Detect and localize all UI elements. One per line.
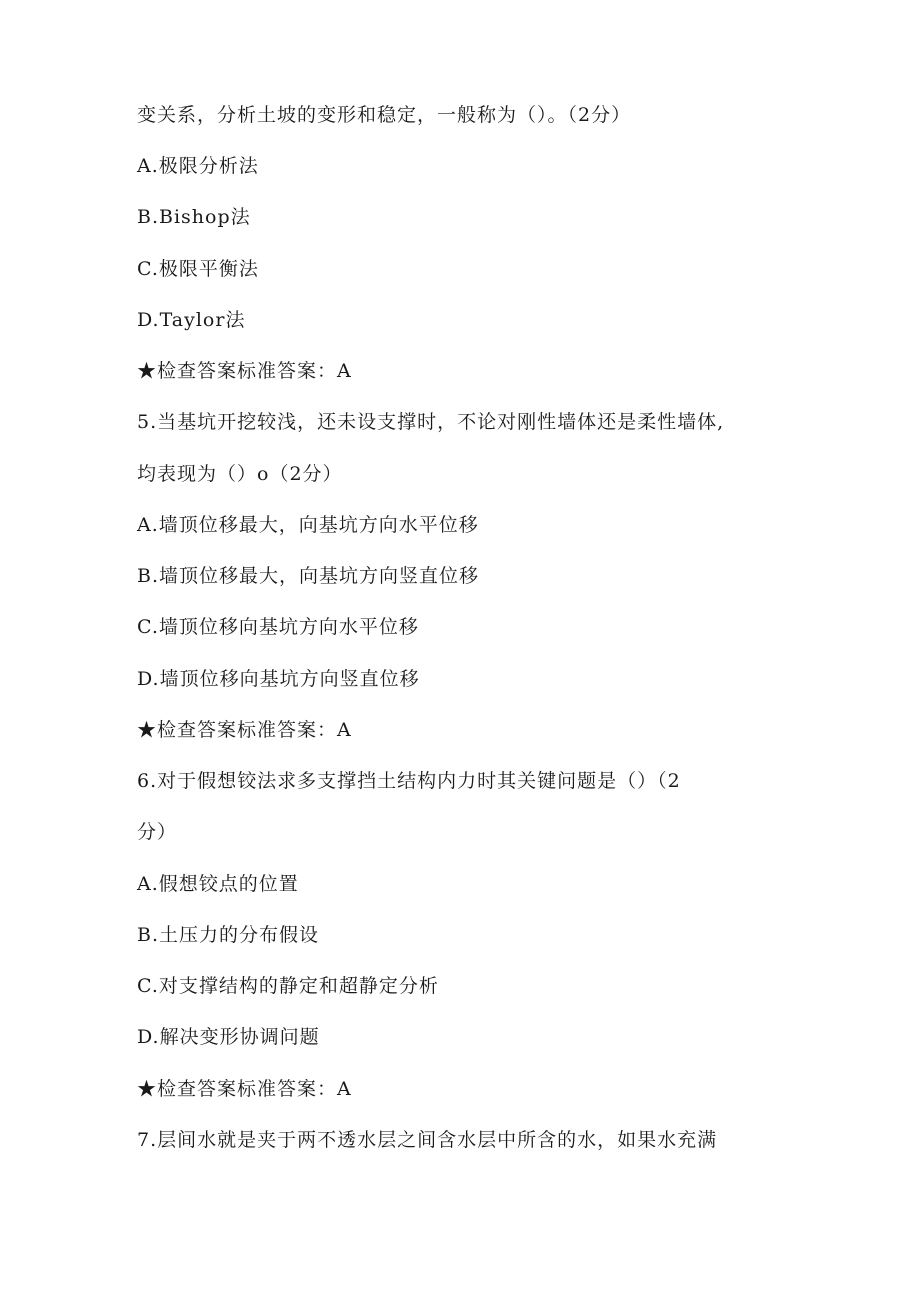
question-6-option-d: D.解决变形协调问题 [137, 1026, 320, 1048]
question-4-stem-continued: 变关系，分析土坡的变形和稳定，一般称为（）。（2分） [137, 104, 632, 126]
question-5-option-c: C.墙顶位移向基坑方向水平位移 [137, 616, 419, 638]
question-4-option-c: C.极限平衡法 [137, 258, 259, 280]
question-6-option-b: B.土压力的分布假设 [137, 924, 320, 946]
question-6-stem: 6.对于假想铰法求多支撑挡土结构内力时其关键问题是（）（2 [137, 770, 681, 792]
question-6-stem-continued: 分） [137, 821, 178, 843]
question-6-answer: ★检查答案标准答案：A [137, 1078, 352, 1100]
question-4-option-d: D.Taylor法 [137, 309, 246, 331]
question-4-answer: ★检查答案标准答案：A [137, 360, 352, 382]
question-6-option-a: A.假想铰点的位置 [137, 873, 299, 895]
question-5-stem: 5.当基坑开挖较浅，还未设支撑时，不论对刚性墙体还是柔性墙体, [137, 411, 725, 433]
question-5-answer: ★检查答案标准答案：A [137, 719, 352, 741]
question-6-option-c: C.对支撑结构的静定和超静定分析 [137, 975, 439, 997]
question-5-option-d: D.墙顶位移向基坑方向竖直位移 [137, 668, 420, 690]
question-4-option-a: A.极限分析法 [137, 155, 259, 177]
question-5-option-b: B.墙顶位移最大，向基坑方向竖直位移 [137, 565, 480, 587]
question-5-stem-continued: 均表现为（）o（2分） [137, 463, 343, 485]
question-4-option-b: B.Bishop法 [137, 206, 251, 228]
question-7-stem: 7.层间水就是夹于两不透水层之间含水层中所含的水，如果水充满 [137, 1129, 718, 1151]
question-5-option-a: A.墙顶位移最大，向基坑方向水平位移 [137, 514, 479, 536]
